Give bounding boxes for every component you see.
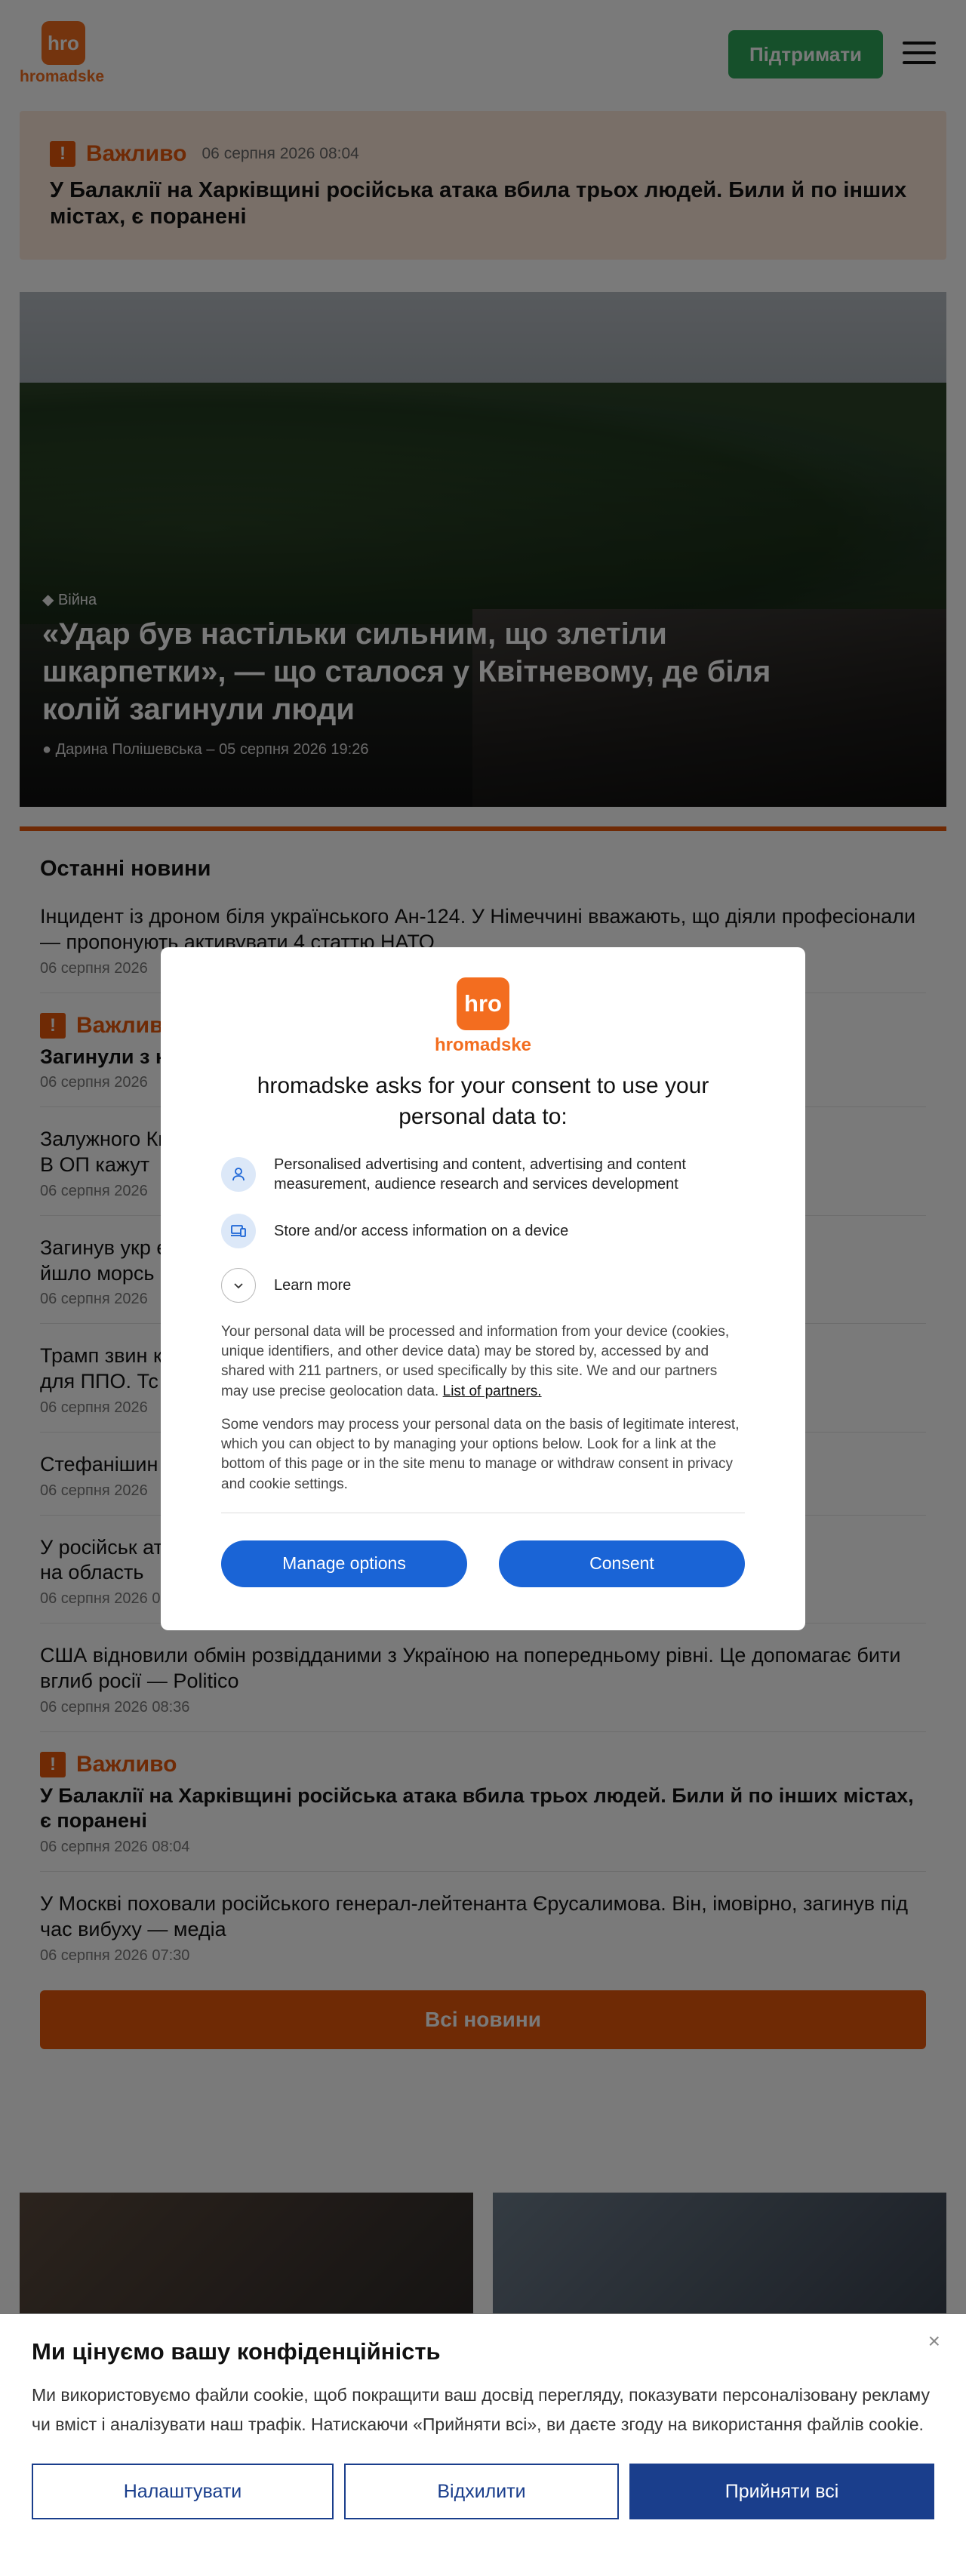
chevron-down-icon[interactable]	[221, 1268, 256, 1303]
consent-heading: hromadske asks for your consent to use your personal data to:	[257, 1073, 709, 1129]
device-icon	[221, 1214, 256, 1248]
cookie-accept-all-button[interactable]: Прийняти всі	[629, 2464, 934, 2519]
cookie-banner	[0, 2314, 966, 2576]
close-icon[interactable]: ×	[928, 2329, 940, 2353]
manage-options-button[interactable]: Manage options	[221, 1540, 467, 1587]
cookie-buttons	[32, 2464, 934, 2519]
consent-button[interactable]: Consent	[499, 1540, 745, 1587]
consent-purpose: Store and/or access information on a device	[221, 1214, 745, 1248]
cookie-settings-button[interactable]: Налаштувати	[32, 2464, 334, 2519]
consent-description: Your personal data will be processed and information from your device (cookies, unique identifiers, and other device data) may be stored by, accessed by and shared with 211 partners, or used specifically by this site. We and our partners may use precise geolocation data. List of partners.	[221, 1324, 730, 1399]
learn-more-toggle[interactable]: Learn more	[221, 1268, 745, 1303]
consent-logo	[221, 977, 745, 1056]
person-icon	[221, 1157, 256, 1192]
consent-logo-wordmark: hromadske	[434, 1035, 532, 1055]
consent-logo-mark: hro	[457, 977, 509, 1030]
cookie-title: Ми цінуємо вашу конфіденційність	[32, 2338, 441, 2365]
partners-link[interactable]: List of partners.	[442, 1383, 542, 1399]
consent-dialog	[161, 947, 805, 1630]
consent-buttons	[221, 1540, 745, 1587]
consent-legitimate-interest: Some vendors may process your personal data on the basis of legitimate interest, which you can object to by managing your options below. Look for a link at the bottom of this page or in the site menu to manage or withdraw consent in privacy and cookie settings.	[221, 1416, 740, 1492]
consent-purpose: Personalised advertising and content, advertising and content measurement, audience research and services development	[221, 1155, 745, 1194]
cookie-reject-button[interactable]: Відхилити	[344, 2464, 619, 2519]
cookie-text: Ми використовуємо файли cookie, щоб покращити ваш досвід перегляду, показувати персоналізовану рекламу чи вміст і аналізувати наш трафік. Натискаючи «Прийняти всі», ви даєте згоду на використання файлів cookie.	[32, 2385, 930, 2435]
